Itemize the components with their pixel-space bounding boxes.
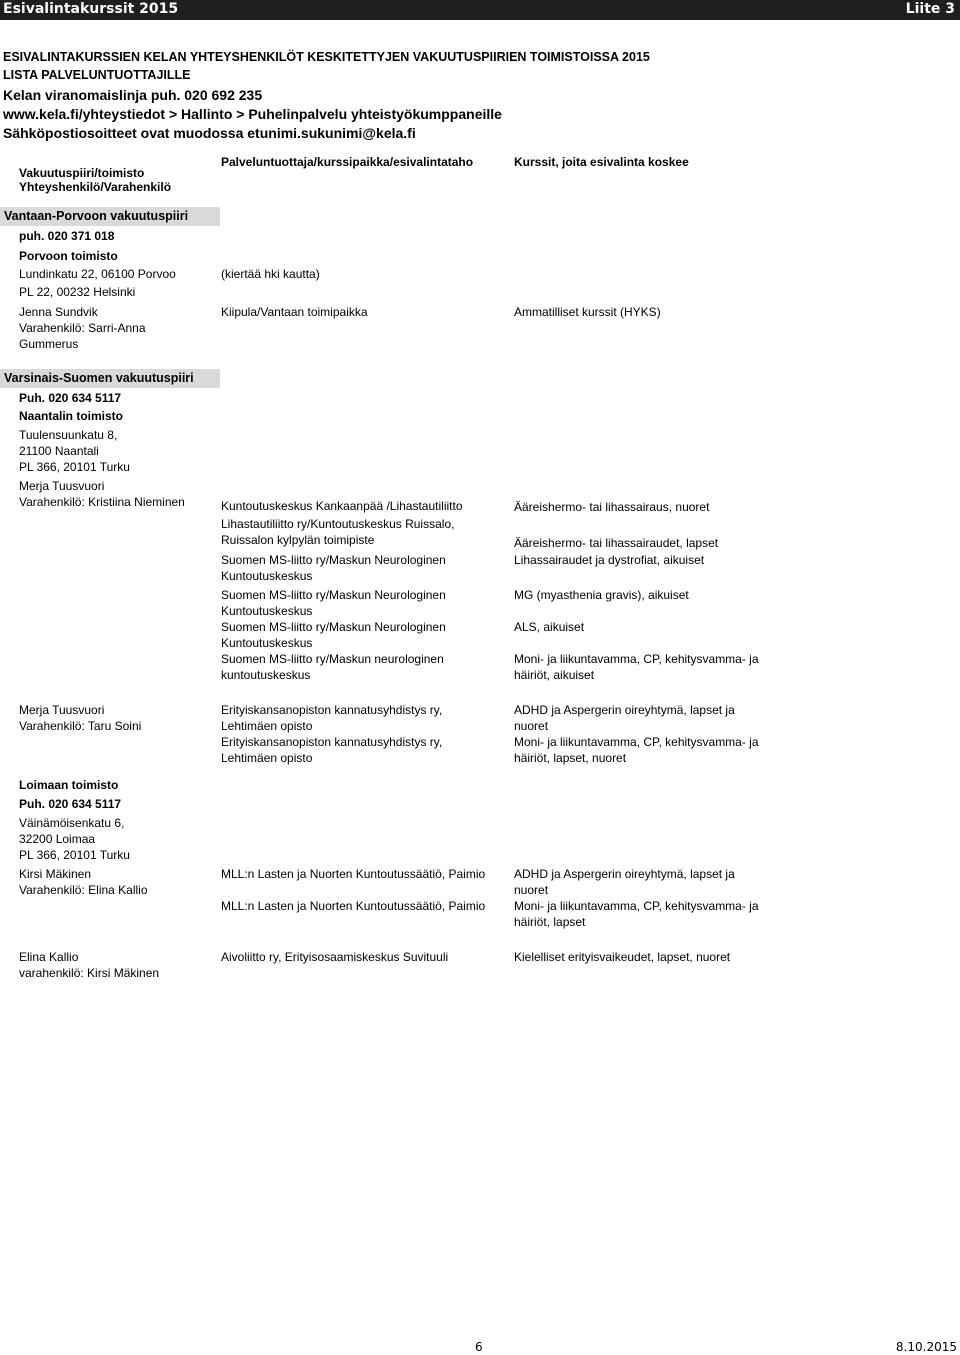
course: Ammatilliset kurssit (HYKS) <box>514 305 661 319</box>
phone: Puh. 020 634 5117 <box>19 797 122 811</box>
footer-date: 8.10.2015 <box>895 1340 957 1354</box>
provider: MLL:n Lasten ja Nuorten Kuntoutussäätiö, Paimio <box>221 867 486 881</box>
course: Kielelliset erityisvaikeudet, lapset, nuoret <box>514 950 731 964</box>
provider: Aivoliitto ry, Erityisosaamiskeskus Suvituuli <box>221 950 449 964</box>
provider-cont: Kuntoutuskeskus <box>221 636 313 650</box>
provider: Lihastautiliitto ry/Kuntoutuskeskus Ruissalo, <box>221 517 455 531</box>
office-name: Naantalin toimisto <box>19 409 124 423</box>
provider: Erityiskansanopiston kannatusyhdistys ry, <box>221 735 443 749</box>
provider: Kuntoutuskeskus Kankaanpää /Lihastautiliitto <box>221 499 463 513</box>
postal-address: PL 22, 00232 Helsinki <box>19 285 136 299</box>
course: Moni- ja liikuntavamma, CP, kehitysvamma- ja <box>514 735 759 749</box>
column-header-courses: Kurssit, joita esivalinta koskee <box>514 155 689 169</box>
course: ALS, aikuiset <box>514 620 585 634</box>
web-link[interactable]: www.kela.fi/yhteystiedot > Hallinto > Puhelinpalvelu yhteistyökumppaneille <box>3 106 502 122</box>
header-title: Esivalintakurssit 2015 <box>3 1 179 17</box>
phone: puh. 020 371 018 <box>19 229 115 243</box>
course: Ääreishermo- tai lihassairaus, nuoret <box>514 500 710 514</box>
phone-line: Kelan viranomaislinja puh. 020 692 235 <box>3 87 263 103</box>
provider: Suomen MS-liitto ry/Maskun Neurologinen <box>221 620 446 634</box>
address: Lundinkatu 22, 06100 Porvoo <box>19 267 176 281</box>
region-varsinais-suomi: Varsinais-Suomen vakuutuspiiri <box>0 369 220 388</box>
doc-subtitle: LISTA PALVELUNTUOTTAJILLE <box>3 68 191 82</box>
provider-cont: Ruissalon kylpylän toimipiste <box>221 533 375 547</box>
column-header-district: Vakuutuspiiri/toimisto <box>19 166 145 180</box>
postal-address: PL 366, 20101 Turku <box>19 848 130 862</box>
contact-person: Merja Tuusvuori <box>19 703 105 717</box>
provider-cont: Lehtimäen opisto <box>221 719 313 733</box>
provider: Kiipula/Vantaan toimipaikka <box>221 305 368 319</box>
course: Moni- ja liikuntavamma, CP, kehitysvamma- ja <box>514 652 759 666</box>
course: ADHD ja Aspergerin oireyhtymä, lapset ja <box>514 703 735 717</box>
deputy-person: Varahenkilö: Elina Kallio <box>19 883 148 897</box>
page-number: 6 <box>475 1340 483 1354</box>
provider: Suomen MS-liitto ry/Maskun Neurologinen <box>221 588 446 602</box>
postal-address: PL 366, 20101 Turku <box>19 460 130 474</box>
phone: Puh. 020 634 5117 <box>19 391 122 405</box>
header-appendix: Liite 3 <box>905 1 955 17</box>
provider: Suomen MS-liitto ry/Maskun neurologinen <box>221 652 444 666</box>
provider-cont: Kuntoutuskeskus <box>221 569 313 583</box>
provider: Suomen MS-liitto ry/Maskun Neurologinen <box>221 553 446 567</box>
office-name: Porvoon toimisto <box>19 249 118 263</box>
deputy-person: Varahenkilö: Sarri-Anna <box>19 321 146 335</box>
office-name: Loimaan toimisto <box>19 778 119 792</box>
provider-cont: kuntoutuskeskus <box>221 668 311 682</box>
course: Moni- ja liikuntavamma, CP, kehitysvamma- ja <box>514 899 759 913</box>
column-header-contact: Yhteyshenkilö/Varahenkilö <box>19 180 172 194</box>
routing-note: (kiertää hki kautta) <box>221 267 320 281</box>
contact-person: Kirsi Mäkinen <box>19 867 92 881</box>
deputy-person: varahenkilö: Kirsi Mäkinen <box>19 966 160 980</box>
deputy-person: Varahenkilö: Taru Soini <box>19 719 142 733</box>
course-cont: häiriöt, lapset <box>514 915 586 929</box>
address-city: 21100 Naantali <box>19 444 99 458</box>
course: Ääreishermo- tai lihassairaudet, lapset <box>514 536 719 550</box>
doc-title: ESIVALINTAKURSSIEN KELAN YHTEYSHENKILÖT KESKITETTYJEN VAKUUTUSPIIRIEN TOIMISTOISSA 2015 <box>3 50 650 64</box>
deputy-person-cont: Gummerus <box>19 337 79 351</box>
provider: Erityiskansanopiston kannatusyhdistys ry, <box>221 703 443 717</box>
contact-person: Jenna Sundvik <box>19 305 98 319</box>
course-cont: nuoret <box>514 883 549 897</box>
course-cont: nuoret <box>514 719 549 733</box>
provider-cont: Kuntoutuskeskus <box>221 604 313 618</box>
course-cont: häiriöt, aikuiset <box>514 668 595 682</box>
course-cont: häiriöt, lapset, nuoret <box>514 751 627 765</box>
email-format: Sähköpostiosoitteet ovat muodossa etunimi.sukunimi@kela.fi <box>3 125 416 141</box>
course: Lihassairaudet ja dystrofiat, aikuiset <box>514 553 705 567</box>
course: ADHD ja Aspergerin oireyhtymä, lapset ja <box>514 867 735 881</box>
course: MG (myasthenia gravis), aikuiset <box>514 588 689 602</box>
contact-person: Merja Tuusvuori <box>19 479 105 493</box>
region-vantaa-porvoo: Vantaan-Porvoon vakuutuspiiri <box>0 207 220 226</box>
provider-cont: Lehtimäen opisto <box>221 751 313 765</box>
address: Väinämöisenkatu 6, <box>19 816 125 830</box>
page-header <box>0 0 960 20</box>
deputy-person: Varahenkilö: Kristiina Nieminen <box>19 495 185 509</box>
address: Tuulensuunkatu 8, <box>19 428 118 442</box>
address-city: 32200 Loimaa <box>19 832 96 846</box>
contact-person: Elina Kallio <box>19 950 79 964</box>
provider: MLL:n Lasten ja Nuorten Kuntoutussäätiö, Paimio <box>221 899 486 913</box>
column-header-provider: Palveluntuottaja/kurssipaikka/esivalintataho <box>221 155 474 169</box>
